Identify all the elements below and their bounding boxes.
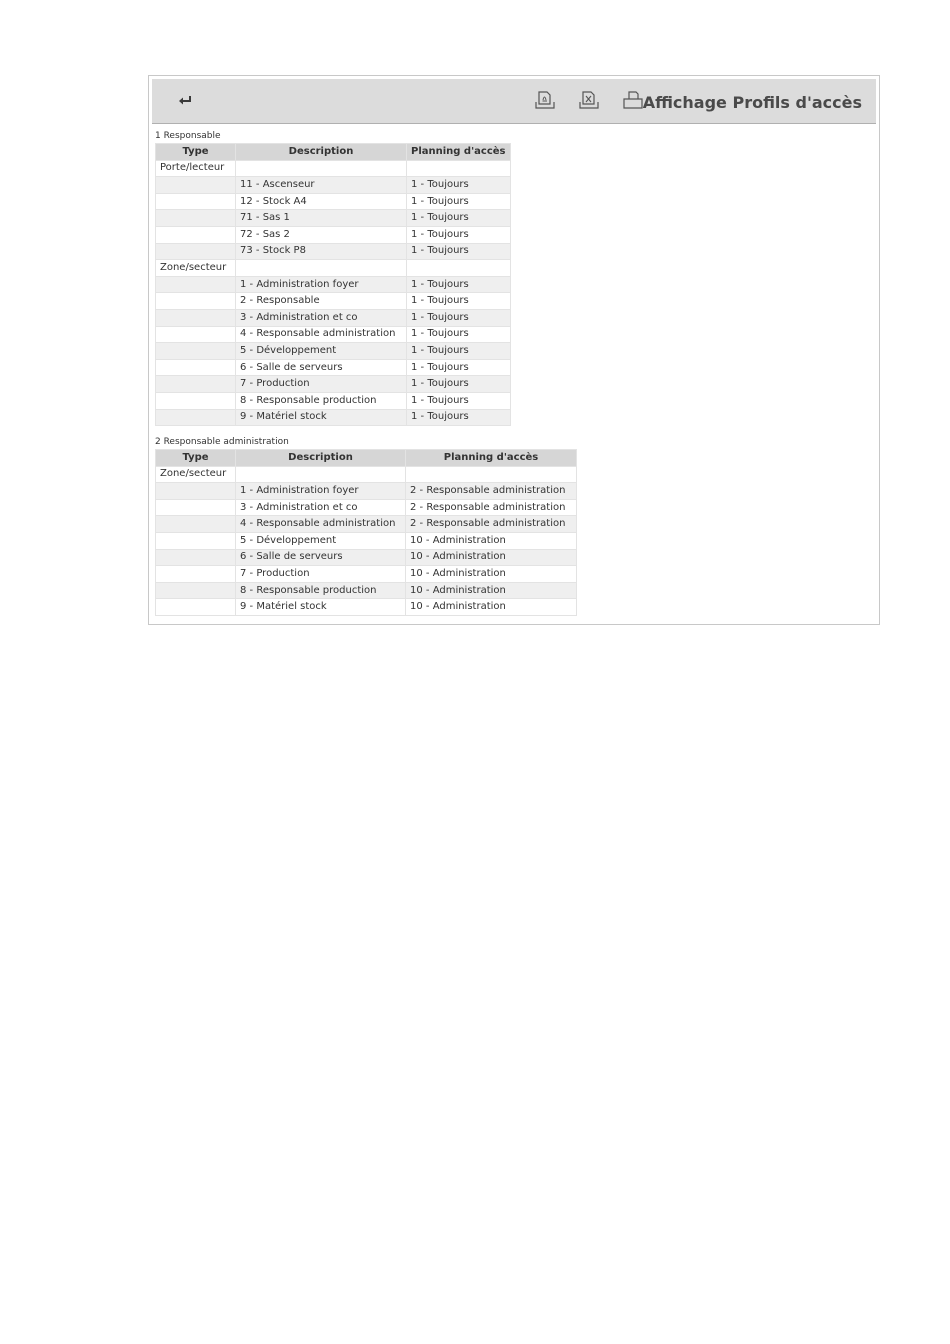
cell-planning: 1 - Toujours (407, 409, 511, 426)
cell-planning: 10 - Administration (406, 599, 577, 616)
cell-description: 9 - Matériel stock (236, 409, 407, 426)
cell-description: 1 - Administration foyer (236, 483, 406, 500)
cell-description: 6 - Salle de serveurs (236, 549, 406, 566)
column-header-type: Type (156, 144, 236, 161)
table-row (156, 549, 577, 566)
table-row (156, 193, 511, 210)
access-table (155, 449, 577, 616)
cell-planning: 1 - Toujours (407, 193, 511, 210)
table-row (156, 293, 511, 310)
back-arrow-icon[interactable] (178, 92, 192, 111)
table-row (156, 260, 511, 277)
cell-planning: 1 - Toujours (407, 343, 511, 360)
cell-type: Zone/secteur (156, 466, 236, 483)
table-row (156, 566, 577, 583)
toolbar (152, 79, 876, 124)
access-table (155, 143, 511, 426)
cell-description (236, 260, 407, 277)
table-row (156, 160, 511, 177)
cell-type (156, 549, 236, 566)
excel-export-icon[interactable] (579, 91, 599, 113)
cell-description: 12 - Stock A4 (236, 193, 407, 210)
cell-planning: 1 - Toujours (407, 276, 511, 293)
column-header-description: Description (236, 144, 407, 161)
cell-type (156, 582, 236, 599)
cell-description: 5 - Développement (236, 343, 407, 360)
table-row (156, 533, 577, 550)
cell-type (156, 359, 236, 376)
table-row (156, 582, 577, 599)
table-row (156, 210, 511, 227)
table-row (156, 343, 511, 360)
cell-planning: 10 - Administration (406, 549, 577, 566)
cell-type (156, 193, 236, 210)
cell-planning: 2 - Responsable administration (406, 516, 577, 533)
cell-description: 1 - Administration foyer (236, 276, 407, 293)
cell-type (156, 392, 236, 409)
cell-description: 6 - Salle de serveurs (236, 359, 407, 376)
cell-type (156, 226, 236, 243)
cell-type (156, 293, 236, 310)
cell-type (156, 483, 236, 500)
page-title: Affichage Profils d'accès (642, 93, 862, 112)
cell-planning: 2 - Responsable administration (406, 499, 577, 516)
profile-title: 2 Responsable administration (155, 437, 289, 448)
cell-type (156, 516, 236, 533)
cell-type (156, 326, 236, 343)
cell-description: 5 - Développement (236, 533, 406, 550)
table-row (156, 409, 511, 426)
pdf-export-icon[interactable] (535, 91, 555, 113)
table-row (156, 599, 577, 616)
cell-type (156, 177, 236, 194)
cell-planning: 10 - Administration (406, 533, 577, 550)
cell-planning: 2 - Responsable administration (406, 483, 577, 500)
cell-type (156, 533, 236, 550)
table-header-row (156, 144, 511, 161)
table-row (156, 392, 511, 409)
table-row (156, 483, 577, 500)
cell-description: 3 - Administration et co (236, 499, 406, 516)
report-content (155, 130, 873, 616)
cell-type (156, 210, 236, 227)
cell-type (156, 276, 236, 293)
cell-description: 8 - Responsable production (236, 582, 406, 599)
cell-planning: 1 - Toujours (407, 243, 511, 260)
cell-planning: 1 - Toujours (407, 177, 511, 194)
table-row (156, 326, 511, 343)
cell-description (236, 160, 407, 177)
cell-description: 2 - Responsable (236, 293, 407, 310)
cell-planning: 1 - Toujours (407, 293, 511, 310)
cell-type: Zone/secteur (156, 260, 236, 277)
cell-description: 3 - Administration et co (236, 309, 407, 326)
column-header-planning: Planning d'accès (407, 144, 511, 161)
table-row (156, 243, 511, 260)
cell-description: 8 - Responsable production (236, 392, 407, 409)
cell-type (156, 376, 236, 393)
report-panel (148, 75, 880, 625)
cell-description: 7 - Production (236, 376, 407, 393)
cell-description: 71 - Sas 1 (236, 210, 407, 227)
cell-planning: 1 - Toujours (407, 376, 511, 393)
cell-type: Porte/lecteur (156, 160, 236, 177)
column-header-planning: Planning d'accès (406, 450, 577, 467)
table-row (156, 359, 511, 376)
cell-type (156, 243, 236, 260)
table-row (156, 226, 511, 243)
table-row (156, 376, 511, 393)
cell-planning: 10 - Administration (406, 582, 577, 599)
cell-description: 72 - Sas 2 (236, 226, 407, 243)
cell-planning: 1 - Toujours (407, 309, 511, 326)
cell-planning: 1 - Toujours (407, 326, 511, 343)
cell-planning (407, 260, 511, 277)
cell-planning: 1 - Toujours (407, 226, 511, 243)
cell-description: 9 - Matériel stock (236, 599, 406, 616)
profile-section (155, 130, 873, 426)
cell-planning: 1 - Toujours (407, 359, 511, 376)
cell-planning: 1 - Toujours (407, 392, 511, 409)
column-header-type: Type (156, 450, 236, 467)
cell-type (156, 499, 236, 516)
cell-description (236, 466, 406, 483)
table-row (156, 309, 511, 326)
cell-planning: 1 - Toujours (407, 210, 511, 227)
profile-section (155, 436, 873, 616)
cell-type (156, 409, 236, 426)
cell-type (156, 309, 236, 326)
cell-planning: 10 - Administration (406, 566, 577, 583)
cell-description: 73 - Stock P8 (236, 243, 407, 260)
cell-type (156, 599, 236, 616)
table-header-row (156, 450, 577, 467)
cell-planning (407, 160, 511, 177)
cell-description: 11 - Ascenseur (236, 177, 407, 194)
cell-planning (406, 466, 577, 483)
table-row (156, 499, 577, 516)
column-header-description: Description (236, 450, 406, 467)
cell-type (156, 343, 236, 360)
cell-description: 4 - Responsable administration (236, 326, 407, 343)
table-row (156, 276, 511, 293)
cell-description: 4 - Responsable administration (236, 516, 406, 533)
table-row (156, 177, 511, 194)
table-row (156, 466, 577, 483)
cell-description: 7 - Production (236, 566, 406, 583)
table-row (156, 516, 577, 533)
profile-title: 1 Responsable (155, 131, 221, 141)
print-icon[interactable] (623, 91, 643, 113)
cell-type (156, 566, 236, 583)
